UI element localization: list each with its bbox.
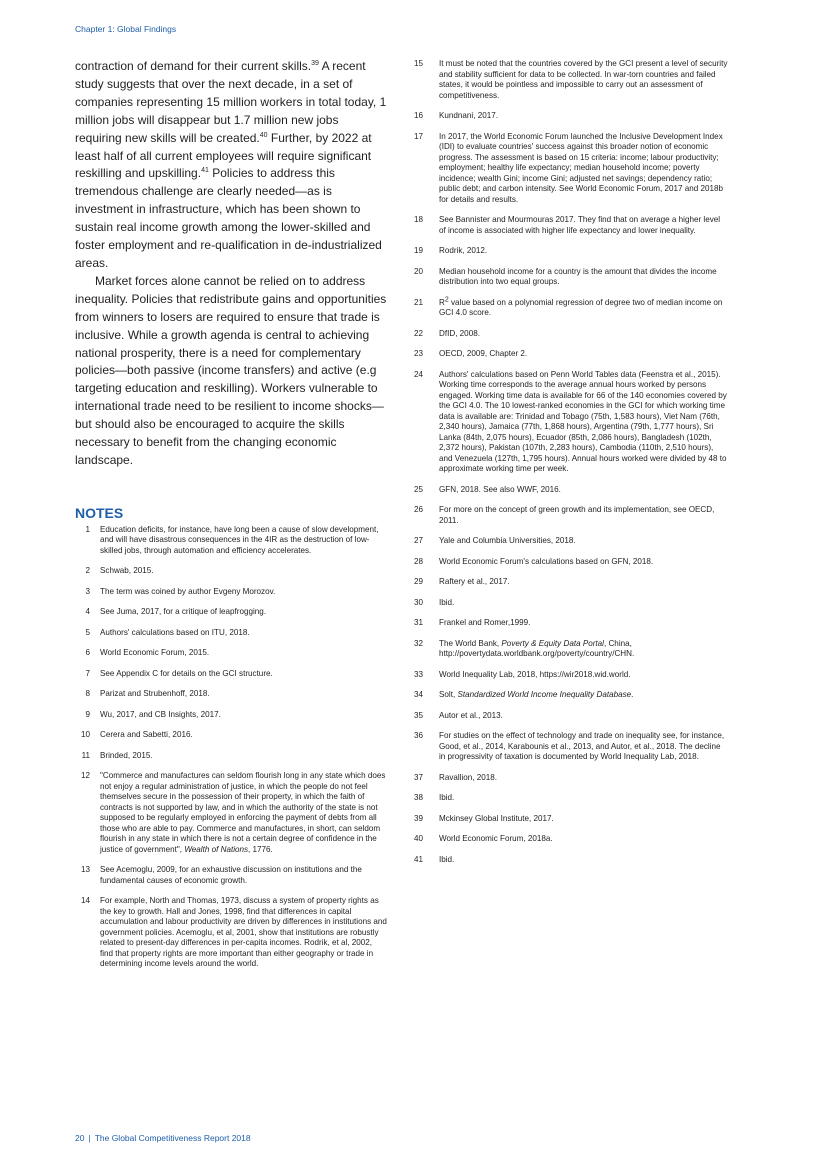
note-ref-39[interactable]: 39 [311, 60, 319, 67]
note-number: 14 [80, 896, 90, 906]
note-number: 11 [81, 750, 90, 760]
note-text [100, 865, 387, 886]
note-text-part: Ibid. [439, 597, 455, 607]
note-text-part: Cerera and Sabetti, 2016. [100, 730, 193, 740]
note-text [100, 730, 387, 741]
note-number: 28 [414, 556, 424, 566]
page-number: 20 [75, 1133, 85, 1143]
note-text-part: Education deficits, for instance, have long been a cause of slow development, and will have disastrous consequences in the 4IR as the destruction of low-skilled jobs, through automation and efficiency accelerates. [100, 524, 379, 555]
note-text [439, 557, 728, 568]
note-number: 15 [414, 59, 424, 68]
note-item [414, 267, 728, 288]
note-item [414, 598, 728, 609]
paragraph-text: A recent study suggests that over the next decade, in a set of companies representing 15 million workers in total today, 1 million jobs will disappear but 1.7 million new jobs requiring new skills will be created. [75, 59, 387, 145]
note-text-part: In 2017, the World Economic Forum launched the Inclusive Development Index (IDI) to evaluate countries' success against this broader notion of economic progress. The assessment is based on 15 criteria: income; labour productivity; employment; healthy life expectancy; median household income; poverty incidence; wealth Gini; income Gini; adjusted net savings; dependency ratio; public debt; and carbon intensity. See World Economic Forum, 2017 and 2018b for details and results. [439, 131, 724, 204]
note-text [439, 793, 728, 804]
note-text-part: Authors' calculations based on Penn World Tables data (Feenstra et al., 2015). Working time corresponds to the average annual hours worked by persons engaged. Working time data is available for 66 of the 140 economies covered by the GCI 4.0. The 10 lowest-ranked economies in the GCI for which working time data is available are: Trinidad and Tobago (75th, 1,583 hours), Viet Nam (76th, 2,340 hours), Jamaica (77th, 1,868 hours), Argentina (79th, 1,777 hours), Sri Lanka (84th, 2,075 hours), Ecuador (85th, 2,086 hours), Bangladesh (102th, 2,372 hours), Pakistan (107th, 2,283 hours), Cambodia (110th, 2,510 hours), and Venezuela (127th, 1,795 hours). Annual hours worked were divided by 48 to approximate working time per week. [439, 369, 727, 473]
note-item [414, 485, 728, 496]
note-text-part: . [631, 690, 634, 699]
note-text [439, 814, 728, 825]
page-footer [75, 1133, 251, 1143]
note-number: 30 [414, 597, 424, 607]
note-number: 7 [85, 668, 90, 678]
note-text [439, 485, 728, 496]
note-item [75, 710, 387, 721]
note-number: 19 [414, 246, 424, 255]
note-text [100, 566, 387, 577]
note-item [414, 59, 728, 101]
note-text [439, 731, 728, 763]
note-item [75, 751, 387, 762]
paragraph-text: Further, by 2022 at least half of all current employees will require significant reskilling and upskilling. [75, 130, 372, 181]
note-text-part: See Juma, 2017, for a critique of leapfrogging. [100, 607, 267, 617]
note-number: 1 [85, 524, 90, 534]
note-number: 26 [414, 505, 424, 514]
note-text [439, 855, 728, 866]
note-item [75, 771, 387, 855]
note-italic-title: Wealth of Nations [184, 844, 249, 854]
note-text-part: R [439, 297, 445, 307]
note-text-part: Ibid. [439, 854, 455, 864]
note-item [414, 834, 728, 845]
note-text-part: The term was coined by author Evgeny Morozov. [100, 586, 276, 596]
note-number: 25 [414, 484, 424, 494]
report-title: The Global Competitiveness Report 2018 [94, 1133, 251, 1143]
note-superscript: 2 [444, 295, 449, 303]
body-paragraph-2: Market forces alone cannot be relied on to address inequality. Policies that redistribute gains and opportunities from winners to losers are required to ensure that trade is inclusive. While a growth agenda is central to achieving national prosperity, there is a need for complementary policies—both passive (income transfers) and active (e.g targeting education and reskilling). Workers vulnerable to international trade need to be resilient to income shocks—but should also be encouraged to acquire the skills necessary to benefit from the changing economic landscape. [75, 273, 387, 467]
note-item [75, 896, 387, 970]
note-number: 13 [80, 865, 90, 875]
note-text [439, 505, 728, 526]
note-item [414, 329, 728, 340]
note-number: 2 [85, 566, 90, 576]
note-text [100, 669, 387, 680]
note-number: 10 [80, 730, 90, 740]
note-text-part: See Appendix C for details on the GCI structure. [100, 668, 273, 678]
note-text-part: For studies on the effect of technology and trade on inequality see, for instance, Good, et al., 2014, Karabounis et al., 2013, and Autor, et al., 2018. The decline in progressivity of taxation is documented by World Inequality Lab, 2018. [439, 731, 725, 761]
note-text-part: Kundnani, 2017. [439, 111, 498, 120]
note-text-part: World Economic Forum, 2018a. [439, 834, 553, 843]
note-text-part: Ravallion, 2018. [439, 772, 498, 782]
note-text [439, 773, 728, 784]
note-text-part: See Acemoglu, 2009, for an exhaustive discussion on institutions and the fundamental causes of economic growth. [100, 865, 362, 885]
note-item [75, 628, 387, 639]
note-ref-41[interactable]: 41 [201, 167, 209, 175]
note-number: 31 [414, 618, 424, 627]
note-item [414, 215, 728, 236]
note-number: 35 [414, 710, 424, 720]
note-number: 3 [85, 586, 90, 596]
notes-list-right [414, 59, 728, 865]
note-number: 8 [85, 689, 90, 699]
note-text-part: , China, http://povertydata.worldbank.org/poverty/country/CHN. [439, 638, 635, 658]
left-column [75, 58, 387, 980]
note-text [100, 607, 387, 618]
note-text [439, 215, 728, 236]
note-text-part: World Inequality Lab, 2018, https://wir2018.wid.world. [439, 669, 631, 679]
paragraph-text: Policies to address this tremendous challenge are clearly needed—as is investment in infrastructure, which has been shown to sustain real income growth among the lower-skilled and foster employment and re-qualification in de-industrialized areas. [75, 166, 382, 270]
note-number: 23 [414, 349, 424, 358]
note-item [414, 731, 728, 763]
note-text-part: Median household income for a country is the amount that divides the income distribution into two equal groups. [439, 266, 717, 286]
note-item [75, 689, 387, 700]
note-number: 38 [414, 793, 424, 802]
note-item [414, 639, 728, 660]
note-text [439, 267, 728, 288]
note-italic-title: Poverty & Equity Data Portal [501, 638, 604, 648]
note-text-part: For example, North and Thomas, 1973, discuss a system of property rights as the key to growth. Hall and Jones, 1998, find that differences in capital accumulation and labour productivity are driven by differences in institutions and government policies. Acemoglu, et al, 2001, show that institutions are robustly related to present-day differences in per-capita incomes. Rodrik, et al, 2002, find that property rights are more important than either geography or trade in determining income levels around the world. [100, 896, 387, 969]
note-item [414, 349, 728, 360]
note-text-part: , 1776. [248, 844, 273, 854]
body-paragraph-1 [75, 58, 387, 273]
notes-heading: NOTES [75, 504, 124, 521]
note-number: 6 [85, 648, 90, 658]
note-item [414, 773, 728, 784]
note-text [439, 329, 728, 340]
note-number: 32 [414, 638, 424, 648]
note-item [414, 505, 728, 526]
note-text [439, 598, 728, 609]
note-text-part: The World Bank, [439, 638, 502, 648]
note-number: 39 [414, 813, 424, 823]
note-number: 40 [414, 834, 424, 843]
note-item [414, 536, 728, 547]
note-item [75, 566, 387, 577]
note-item [414, 557, 728, 568]
note-number: 41 [414, 854, 424, 864]
note-item [414, 711, 728, 722]
note-text-part: Autor et al., 2013. [439, 710, 503, 720]
note-text-part: GFN, 2018. See also WWF, 2016. [439, 484, 561, 494]
note-text [100, 710, 387, 721]
note-number: 24 [414, 369, 424, 379]
note-text [439, 711, 728, 722]
note-text-part: World Economic Forum's calculations based on GFN, 2018. [439, 556, 654, 566]
note-item [414, 246, 728, 257]
note-item [414, 111, 728, 122]
note-number: 16 [414, 111, 424, 120]
note-text-part: Schwab, 2015. [100, 566, 154, 576]
note-italic-title: Standardized World Income Inequality Database [457, 690, 632, 699]
note-item [75, 730, 387, 741]
note-text [100, 648, 387, 659]
note-text-part: Rodrik, 2012. [439, 246, 488, 255]
note-item [414, 670, 728, 681]
note-number: 21 [414, 297, 424, 307]
note-item [414, 814, 728, 825]
note-text-part: See Bannister and Mourmouras 2017. They find that on average a higher level of income is associated with higher life expectancy and lower inequality. [439, 215, 721, 235]
note-number: 20 [414, 266, 424, 276]
note-text-part: Wu, 2017, and CB Insights, 2017. [100, 709, 221, 719]
note-text [100, 896, 387, 970]
note-item [414, 577, 728, 588]
note-text [439, 246, 728, 257]
running-head: Chapter 1: Global Findings [75, 24, 177, 34]
note-text [439, 59, 728, 101]
note-text [439, 295, 728, 319]
note-number: 18 [414, 215, 424, 224]
note-item [414, 132, 728, 206]
note-text-part: "Commerce and manufactures can seldom flourish long in any state which does not enjoy a regular administration of justice, in which the people do not feel themselves secure in the possession of their property, in which the faith of contracts is not supported by law, and in which the authority of the state is not supposed to be regularly employed in enforcing the payment of debts from all those who are able to pay. Commerce and manufactures, in short, can seldom flourish in any state in which there is not a certain degree of confidence in the justice of government", [100, 771, 386, 854]
note-ref-40[interactable]: 40 [259, 131, 268, 139]
note-text [439, 670, 728, 681]
note-text-part: Frankel and Romer,1999. [439, 618, 531, 627]
note-text [100, 689, 387, 700]
note-item [414, 690, 728, 701]
note-number: 4 [85, 607, 90, 617]
note-item [75, 648, 387, 659]
note-text [439, 536, 728, 547]
note-text [439, 618, 728, 629]
note-text [439, 370, 728, 475]
right-column [414, 59, 728, 875]
note-item [414, 370, 728, 475]
note-text [439, 639, 728, 660]
note-text [100, 751, 387, 762]
note-text [100, 628, 387, 639]
note-text-part: For more on the concept of green growth and its implementation, see OECD, 2011. [439, 505, 715, 525]
notes-list-left [75, 525, 387, 970]
note-text [439, 349, 728, 360]
note-number: 34 [414, 690, 424, 699]
note-text [439, 834, 728, 845]
note-text [439, 577, 728, 588]
note-item [75, 865, 387, 886]
note-text-part: OECD, 2009, Chapter 2. [439, 349, 528, 358]
note-item [414, 855, 728, 866]
note-text-part: Mckinsey Global Institute, 2017. [439, 813, 554, 823]
note-item [75, 607, 387, 618]
note-text [100, 587, 387, 598]
note-number: 9 [85, 709, 90, 719]
note-item [75, 669, 387, 680]
note-number: 37 [414, 772, 424, 782]
note-item [414, 793, 728, 804]
note-text [100, 771, 387, 855]
note-text-part: DfID, 2008. [439, 328, 480, 338]
note-text [100, 525, 387, 557]
note-text-part: Solt, [439, 690, 458, 699]
note-text [439, 111, 728, 122]
note-text-part: Authors' calculations based on ITU, 2018. [100, 627, 250, 637]
note-item [414, 618, 728, 629]
note-text-part: Yale and Columbia Universities, 2018. [439, 536, 576, 545]
note-item [75, 525, 387, 557]
note-number: 12 [80, 771, 90, 781]
note-number: 5 [85, 627, 90, 637]
note-text-part: value based on a polynomial regression of degree two of median income on GCI 4.0 score. [439, 297, 723, 317]
note-number: 27 [414, 536, 424, 545]
note-text-part: Brinded, 2015. [100, 750, 153, 760]
note-number: 33 [414, 669, 424, 679]
note-text-part: Parizat and Strubenhoff, 2018. [100, 689, 210, 699]
note-item [75, 587, 387, 598]
note-text-part: Ibid. [439, 793, 455, 802]
footer-separator: | [88, 1133, 91, 1143]
note-text-part: World Economic Forum, 2015. [100, 648, 210, 658]
note-text [439, 132, 728, 206]
note-number: 29 [414, 577, 424, 586]
note-item [414, 295, 728, 319]
note-number: 22 [414, 328, 424, 338]
note-number: 17 [414, 131, 424, 141]
body-text [75, 58, 387, 470]
paragraph-text: contraction of demand for their current skills. [75, 59, 312, 73]
note-text-part: Raftery et al., 2017. [439, 577, 510, 586]
note-text-part: It must be noted that the countries covered by the GCI present a level of security and stability sufficient for data to be collected. In war-torn countries and failed states, it would be pointless and impossible to carry out an assessment of competitiveness. [439, 59, 728, 100]
note-number: 36 [414, 731, 424, 740]
note-text [439, 690, 728, 701]
